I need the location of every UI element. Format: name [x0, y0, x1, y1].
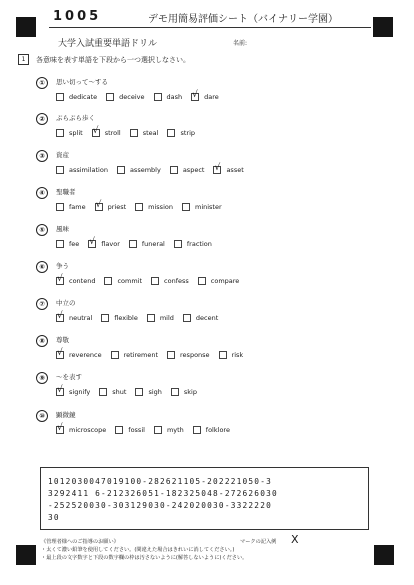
choice-option[interactable]: [135, 203, 173, 211]
choice-label: mission: [148, 203, 173, 211]
choice-checkbox[interactable]: [115, 426, 123, 434]
mark-example-symbol: X: [291, 533, 299, 546]
question-number: ③: [36, 150, 48, 162]
choice-label: fame: [69, 203, 86, 211]
question-meaning: 資産: [56, 151, 69, 159]
choice-label: reverence: [69, 351, 102, 359]
code-line: 1012030047019100-282621105-202221050-3: [48, 477, 272, 486]
choice-label: minister: [194, 203, 222, 211]
choice-label: compare: [210, 277, 240, 285]
choice-label: fee: [69, 240, 80, 248]
code-line: -252520030-303129030-242020030-3322220: [48, 501, 272, 510]
choice-option[interactable]: [193, 426, 230, 434]
choice-checkbox[interactable]: [151, 277, 159, 285]
checkmark-icon: √: [192, 90, 198, 100]
choice-option[interactable]: [167, 129, 195, 137]
choice-option[interactable]: [129, 240, 165, 248]
choice-option[interactable]: [170, 166, 205, 174]
choice-label: fraction: [186, 240, 212, 248]
question-number: ⑦: [36, 298, 48, 310]
choice-checkbox[interactable]: [88, 237, 96, 248]
choice-checkbox[interactable]: [167, 129, 175, 137]
sheet-title: デモ用簡易評価シート（バイナリー学園）: [148, 14, 338, 25]
choice-option[interactable]: [198, 277, 240, 285]
mark-example-label: マークの記入例: [240, 539, 277, 545]
question-number: ②: [36, 113, 48, 125]
choice-checkbox[interactable]: [104, 277, 112, 285]
choice-label: risk: [231, 351, 244, 359]
choice-option[interactable]: [104, 277, 142, 285]
choice-label: fossil: [128, 426, 145, 434]
choice-checkbox[interactable]: [56, 311, 64, 322]
choice-checkbox[interactable]: [56, 240, 64, 248]
choice-checkbox[interactable]: [106, 93, 114, 101]
choice-label: assimilation: [69, 166, 108, 174]
choice-label: contend: [69, 277, 96, 285]
question-meaning: 争う: [56, 262, 69, 270]
choice-checkbox[interactable]: [182, 203, 190, 211]
choice-checkbox[interactable]: [198, 277, 206, 285]
choice-row: [56, 311, 227, 322]
choice-checkbox[interactable]: [117, 166, 125, 174]
choice-label: aspect: [182, 166, 205, 174]
choice-row: [56, 90, 228, 101]
choice-checkbox[interactable]: [135, 203, 143, 211]
choice-option[interactable]: [56, 240, 79, 248]
choice-label: skip: [183, 388, 197, 396]
choice-option[interactable]: [154, 93, 183, 101]
admin-note-heading: 《管理者様へのご指導のお願い》: [41, 539, 119, 545]
choice-checkbox[interactable]: [129, 240, 137, 248]
choice-option[interactable]: [95, 200, 127, 211]
checkmark-icon: √: [57, 274, 63, 284]
choice-label: decent: [195, 314, 219, 322]
choice-checkbox[interactable]: [56, 203, 64, 211]
checkmark-icon: √: [89, 237, 96, 247]
drill-title: 大学入試重要単語ドリル: [58, 39, 158, 49]
question-10: [32, 409, 372, 443]
choice-row: [56, 126, 204, 137]
choice-option[interactable]: [101, 314, 138, 322]
question-8: [32, 334, 372, 368]
registration-mark-top-right: [373, 17, 393, 37]
checkmark-icon: √: [57, 348, 63, 358]
choice-label: split: [69, 129, 83, 137]
choice-label: priest: [107, 203, 127, 211]
question-meaning: 中立の: [56, 299, 76, 307]
choice-label: dare: [204, 93, 219, 101]
answer-code-box: [40, 467, 369, 530]
question-number: ⑥: [36, 261, 48, 273]
choice-label: asset: [226, 166, 244, 174]
question-meaning: 聖職者: [56, 188, 76, 196]
question-number: ⑩: [36, 410, 48, 422]
choice-label: deceive: [119, 93, 145, 101]
choice-checkbox[interactable]: [56, 93, 64, 101]
choice-option[interactable]: [56, 93, 97, 101]
checkmark-icon: √: [57, 385, 63, 395]
choice-checkbox[interactable]: [135, 388, 143, 396]
choice-checkbox[interactable]: [171, 388, 179, 396]
choice-row: [56, 348, 252, 359]
checkmark-icon: √: [95, 200, 102, 210]
instruction-text: 各意味を表す単語を下段から一つ選択しなさい。: [36, 56, 190, 64]
choice-checkbox[interactable]: [56, 423, 64, 434]
choice-row: [56, 385, 206, 396]
choice-checkbox[interactable]: [170, 166, 178, 174]
choice-label: mild: [159, 314, 174, 322]
choice-option[interactable]: [213, 163, 244, 174]
choice-row: [56, 423, 239, 434]
question-number: ①: [36, 77, 48, 89]
choice-checkbox[interactable]: [183, 314, 191, 322]
registration-mark-bottom-left: [16, 545, 36, 565]
choice-label: dedicate: [69, 93, 98, 101]
choice-option[interactable]: [191, 90, 219, 101]
choice-label: sigh: [148, 388, 162, 396]
choice-option[interactable]: [56, 274, 96, 285]
choice-label: myth: [166, 426, 184, 434]
admin-note-line: ・最上段の文字数字と下段の数字欄の枠は汚さないように(解答しないように)ください。: [41, 555, 248, 561]
choice-label: steal: [142, 129, 159, 137]
choice-checkbox[interactable]: [193, 426, 201, 434]
checkmark-icon: √: [92, 126, 99, 136]
choice-option[interactable]: [135, 388, 161, 396]
choice-label: strip: [180, 129, 196, 137]
choice-option[interactable]: [167, 351, 210, 359]
choice-row: [56, 163, 253, 174]
question-meaning: ぶらぶら歩く: [56, 114, 95, 122]
question-meaning: ～を表す: [56, 373, 82, 381]
choice-option[interactable]: [183, 314, 218, 322]
choice-option[interactable]: [56, 348, 102, 359]
sheet-id: 1005: [53, 9, 102, 24]
choice-option[interactable]: [182, 203, 222, 211]
choice-option[interactable]: [56, 166, 108, 174]
question-number: ⑨: [36, 372, 48, 384]
choice-label: response: [180, 351, 210, 359]
choice-option[interactable]: [174, 240, 212, 248]
choice-checkbox[interactable]: [213, 163, 221, 174]
question-number: ⑤: [36, 224, 48, 236]
question-meaning: 風味: [56, 225, 69, 233]
choice-checkbox[interactable]: [99, 388, 107, 396]
choice-option[interactable]: [111, 351, 158, 359]
admin-note-line: ・太くて濃い鉛筆を使用してください。(間違えた場合はきれいに消してください。): [41, 547, 235, 553]
choice-row: [56, 200, 231, 211]
choice-checkbox[interactable]: [147, 314, 155, 322]
choice-option[interactable]: [219, 351, 244, 359]
choice-label: flexible: [114, 314, 138, 322]
choice-option[interactable]: [106, 93, 144, 101]
code-line: 3292411 6-212326051-182325048-272626030: [48, 489, 278, 498]
choice-option[interactable]: [56, 385, 91, 396]
choice-label: shut: [112, 388, 127, 396]
choice-option[interactable]: [154, 426, 184, 434]
choice-option[interactable]: [130, 129, 159, 137]
choice-checkbox[interactable]: [56, 129, 64, 137]
question-9: [32, 371, 372, 405]
choice-option[interactable]: [56, 311, 93, 322]
registration-mark-bottom-right: [374, 545, 394, 565]
choice-label: assembly: [129, 166, 161, 174]
section-number: 1: [18, 54, 29, 65]
choice-option[interactable]: [171, 388, 197, 396]
choice-checkbox[interactable]: [92, 126, 100, 137]
choice-label: flavor: [101, 240, 120, 248]
choice-label: confess: [164, 277, 189, 285]
question-3: [32, 149, 372, 183]
question-meaning: 思い切って～する: [56, 78, 108, 86]
choice-checkbox[interactable]: [95, 200, 103, 211]
choice-label: commit: [117, 277, 143, 285]
choice-option[interactable]: [88, 237, 120, 248]
choice-checkbox[interactable]: [154, 426, 162, 434]
choice-option[interactable]: [147, 314, 174, 322]
question-4: [32, 186, 372, 220]
choice-checkbox[interactable]: [154, 93, 162, 101]
choice-label: stroll: [104, 129, 121, 137]
choice-checkbox[interactable]: [111, 351, 119, 359]
choice-option[interactable]: [56, 129, 83, 137]
choice-checkbox[interactable]: [101, 314, 109, 322]
choice-row: [56, 237, 221, 248]
question-6: [32, 260, 372, 294]
checkmark-icon: √: [214, 163, 221, 173]
question-number: ⑧: [36, 335, 48, 347]
choice-label: funeral: [141, 240, 165, 248]
question-1: [32, 76, 372, 110]
choice-label: dash: [166, 93, 183, 101]
choice-checkbox[interactable]: [191, 90, 199, 101]
choice-label: signify: [69, 388, 91, 396]
choice-label: microscope: [69, 426, 107, 434]
name-label: 名前:: [233, 40, 248, 47]
choice-checkbox[interactable]: [56, 274, 64, 285]
choice-label: retirement: [123, 351, 159, 359]
question-number: ④: [36, 187, 48, 199]
choice-option[interactable]: [92, 126, 121, 137]
choice-checkbox[interactable]: [167, 351, 175, 359]
choice-option[interactable]: [99, 388, 126, 396]
choice-row: [56, 274, 248, 285]
choice-checkbox[interactable]: [130, 129, 138, 137]
choice-option[interactable]: [117, 166, 161, 174]
question-2: [32, 112, 372, 146]
question-meaning: 顕微鏡: [56, 411, 76, 419]
code-line: 30: [48, 513, 60, 522]
choice-label: folklore: [205, 426, 230, 434]
choice-checkbox[interactable]: [56, 385, 64, 396]
question-5: [32, 223, 372, 257]
choice-checkbox[interactable]: [56, 166, 64, 174]
choice-option[interactable]: [56, 203, 86, 211]
choice-checkbox[interactable]: [56, 348, 64, 359]
choice-option[interactable]: [115, 426, 145, 434]
question-meaning: 尊敬: [56, 336, 69, 344]
choice-option[interactable]: [151, 277, 189, 285]
choice-label: neutral: [69, 314, 93, 322]
choice-checkbox[interactable]: [174, 240, 182, 248]
choice-checkbox[interactable]: [219, 351, 227, 359]
checkmark-icon: √: [57, 311, 63, 321]
choice-option[interactable]: [56, 423, 107, 434]
checkmark-icon: √: [57, 423, 63, 433]
header-divider: [49, 27, 371, 28]
registration-mark-top-left: [16, 17, 36, 37]
question-7: [32, 297, 372, 331]
